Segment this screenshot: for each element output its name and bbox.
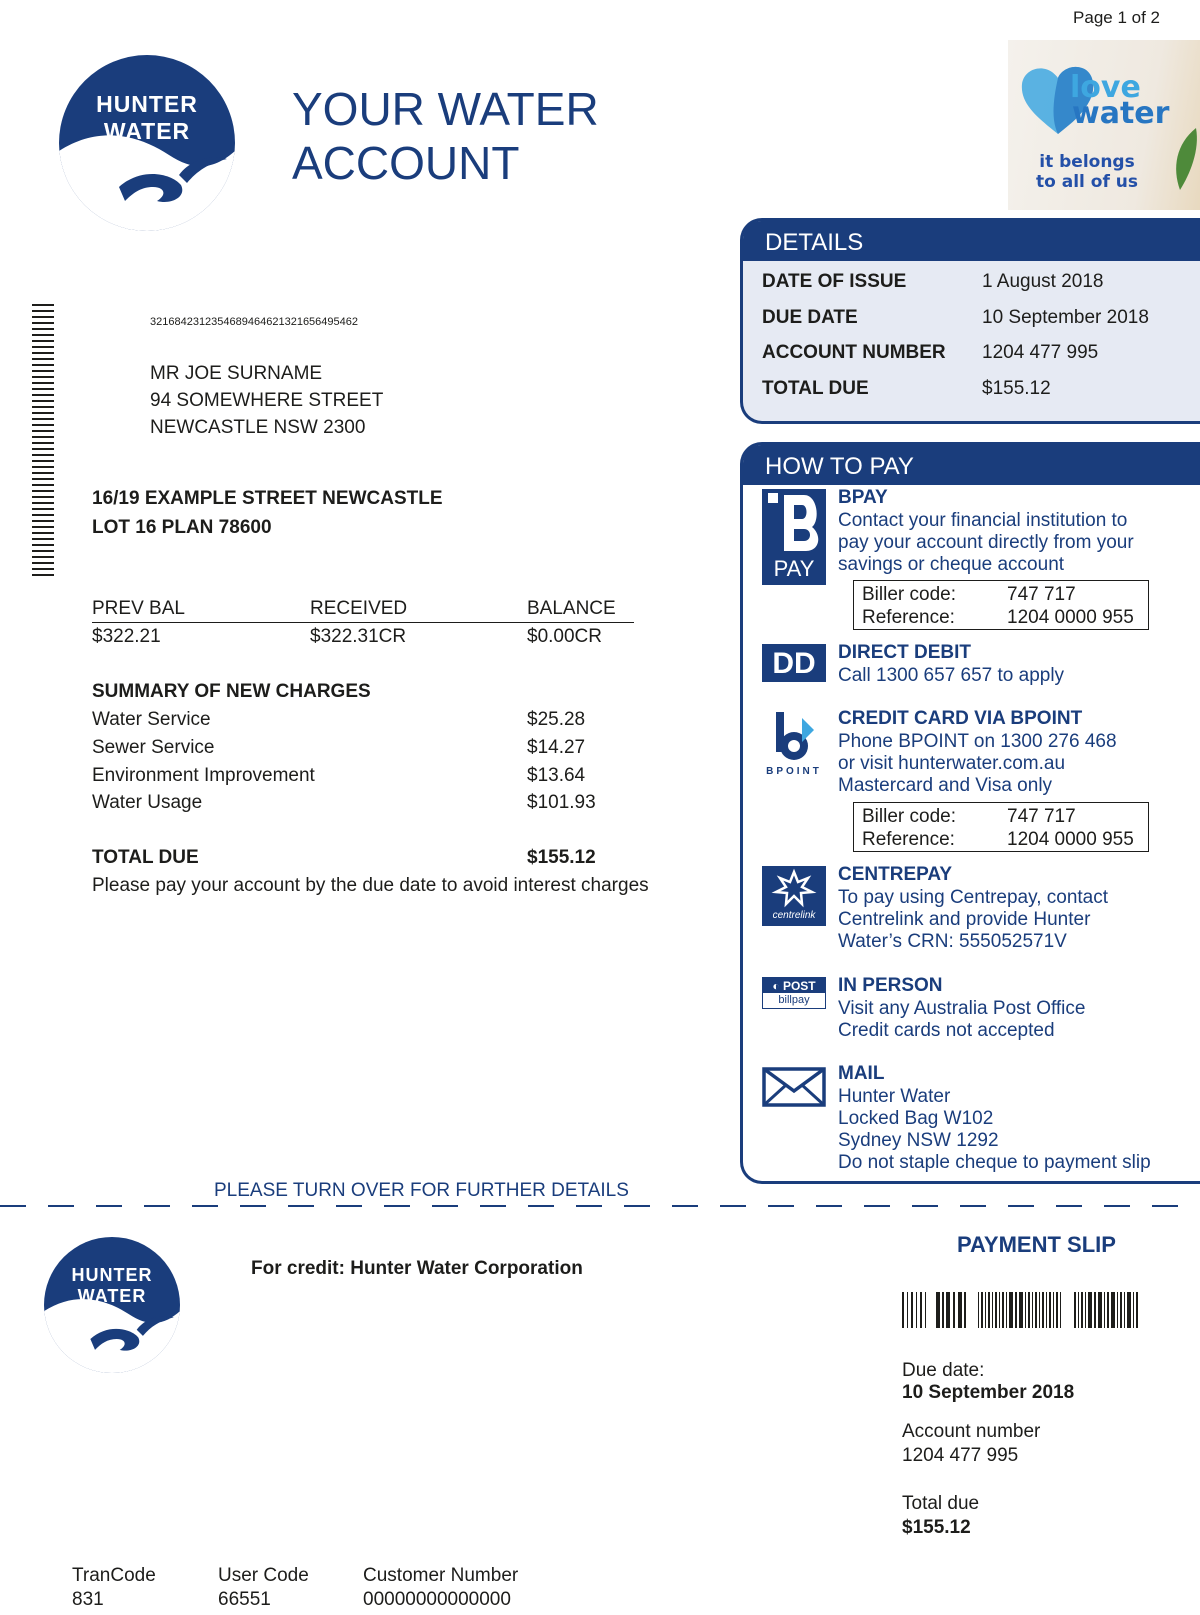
logo-text-line2: WATER (103, 118, 191, 144)
prev-bal-header: PREV BAL (92, 598, 185, 619)
charge-amount: $14.27 (527, 737, 586, 758)
payment-note: Please pay your account by the due date to avoid interest charges (92, 875, 649, 896)
slip-logo-text-line1: HUNTER (71, 1265, 153, 1285)
details-row-label: ACCOUNT NUMBER (762, 342, 946, 363)
bpay-icon (762, 489, 826, 585)
bpoint-icon-text: BPOINT (766, 766, 822, 777)
how-to-pay-title: HOW TO PAY (743, 445, 1200, 485)
reference-label: Reference: (862, 829, 955, 850)
total-due-amount: $155.12 (527, 847, 596, 868)
slip-total-value: $155.12 (902, 1517, 971, 1538)
trancode-value: 831 (72, 1589, 104, 1610)
direct-debit-icon (762, 644, 826, 682)
centrepay-title: CENTREPAY (838, 864, 953, 885)
post-icon-text: ◐ POST (763, 978, 825, 993)
slip-due-value: 10 September 2018 (902, 1382, 1075, 1403)
centrelink-icon-text: centrelink (772, 910, 816, 921)
in-person-text-line: Credit cards not accepted (838, 1020, 1055, 1041)
trancode-label: TranCode (72, 1565, 156, 1586)
direct-debit-title: DIRECT DEBIT (838, 642, 971, 663)
customer-street: 94 SOMEWHERE STREET (150, 390, 384, 411)
customer-number-label: Customer Number (363, 1565, 519, 1586)
details-row-label: DUE DATE (762, 307, 858, 328)
credit-card-title: CREDIT CARD VIA BPOINT (838, 708, 1083, 729)
details-row-value: 1 August 2018 (982, 271, 1104, 292)
charge-amount: $13.64 (527, 765, 586, 786)
bpay-text-line: savings or cheque account (838, 554, 1065, 575)
campaign-tagline-2: to all of us (1036, 172, 1138, 192)
mail-barcode-number: 3216842312354689464621321656495462 (150, 316, 359, 328)
centrelink-icon (762, 866, 826, 926)
in-person-text-line: Visit any Australia Post Office (838, 998, 1086, 1019)
user-code-value: 66551 (218, 1589, 271, 1610)
slip-logo-text-line2: WATER (77, 1286, 147, 1306)
details-row-label: TOTAL DUE (762, 378, 869, 399)
mail-title: MAIL (838, 1063, 885, 1084)
customer-name: MR JOE SURNAME (150, 363, 323, 384)
side-barcode (32, 304, 54, 576)
user-code-label: User Code (218, 1565, 309, 1586)
bpay-title: BPAY (838, 487, 888, 508)
charge-label: Water Usage (92, 792, 203, 813)
page-title (292, 82, 599, 190)
reference-label: Reference: (862, 607, 955, 628)
balance-header: BALANCE (527, 598, 616, 619)
campaign-word-love: love (1070, 70, 1141, 105)
billpay-icon-text: billpay (778, 994, 810, 1006)
credit-card-text-line: Mastercard and Visa only (838, 775, 1053, 796)
slip-due-label: Due date: (902, 1360, 985, 1381)
centrepay-text-line: To pay using Centrepay, contact (838, 887, 1109, 908)
received-header: RECEIVED (310, 598, 408, 619)
envelope-icon (762, 1067, 826, 1107)
property-address: 16/19 EXAMPLE STREET NEWCASTLE (92, 488, 443, 509)
slip-account-label: Account number (902, 1421, 1041, 1442)
charge-label: Environment Improvement (92, 765, 315, 786)
biller-code-value: 747 717 (1007, 584, 1076, 605)
biller-code-label: Biller code: (862, 806, 956, 827)
received-value: $322.31CR (310, 626, 407, 647)
summary-title: SUMMARY OF NEW CHARGES (92, 681, 371, 702)
details-row-value: 10 September 2018 (982, 307, 1149, 328)
reference-value: 1204 0000 955 (1007, 829, 1134, 850)
details-row-label: DATE OF ISSUE (762, 271, 907, 292)
biller-code-value: 747 717 (1007, 806, 1076, 827)
hunter-water-logo (59, 55, 235, 231)
centrepay-text-line: Water’s CRN: 555052571V (838, 931, 1067, 952)
mail-text-line: Hunter Water (838, 1086, 951, 1107)
bpay-icon-text: PAY (773, 556, 815, 581)
total-due-label: TOTAL DUE (92, 847, 199, 868)
bpoint-reference-box (853, 802, 1149, 852)
leaf-icon (1170, 124, 1200, 194)
star-icon (762, 866, 826, 908)
charge-label: Sewer Service (92, 737, 215, 758)
charge-amount: $101.93 (527, 792, 596, 813)
credit-card-text-line: Phone BPOINT on 1300 276 468 (838, 731, 1117, 752)
balance-value: $0.00CR (527, 626, 602, 647)
slip-logo (44, 1237, 180, 1373)
biller-code-label: Biller code: (862, 584, 956, 605)
bpay-reference-box (853, 580, 1149, 630)
property-lot: LOT 16 PLAN 78600 (92, 517, 272, 538)
post-billpay-icon (762, 977, 826, 1009)
slip-total-label: Total due (902, 1493, 980, 1514)
customer-number-value: 00000000000000 (363, 1589, 511, 1610)
page-number: Page 1 of 2 (1073, 8, 1160, 27)
campaign-tagline (1036, 152, 1138, 192)
payment-barcode (902, 1292, 1138, 1328)
mail-text-line: Do not staple cheque to payment slip (838, 1152, 1151, 1173)
customer-city: NEWCASTLE NSW 2300 (150, 417, 366, 438)
mail-text-line: Locked Bag W102 (838, 1108, 994, 1129)
direct-debit-icon-text: DD (772, 647, 816, 680)
direct-debit-text: Call 1300 657 657 to apply (838, 665, 1065, 686)
credit-card-text-line: or visit hunterwater.com.au (838, 753, 1066, 774)
love-water-banner (1008, 40, 1200, 210)
in-person-title: IN PERSON (838, 975, 943, 996)
charge-amount: $25.28 (527, 709, 586, 730)
bpay-text-line: pay your account directly from your (838, 532, 1134, 553)
bpoint-icon (772, 712, 818, 766)
turn-over-notice: PLEASE TURN OVER FOR FURTHER DETAILS (210, 1180, 633, 1202)
post-label: POST (782, 979, 816, 993)
for-credit-text: For credit: Hunter Water Corporation (251, 1258, 583, 1279)
campaign-tagline-1: it belongs (1039, 152, 1135, 172)
slip-account-value: 1204 477 995 (902, 1445, 1019, 1466)
prev-bal-value: $322.21 (92, 626, 161, 647)
details-title: DETAILS (743, 221, 1200, 261)
title-line2: ACCOUNT (292, 137, 520, 189)
title-line1: YOUR WATER (292, 83, 599, 135)
campaign-word-water: water (1072, 96, 1170, 131)
payment-slip-title: PAYMENT SLIP (957, 1232, 1116, 1257)
reference-value: 1204 0000 955 (1007, 607, 1134, 628)
logo-text-line1: HUNTER (96, 91, 198, 117)
details-row-value: $155.12 (982, 378, 1051, 399)
details-row-value: 1204 477 995 (982, 342, 1099, 363)
balance-divider (92, 622, 634, 623)
bpay-text-line: Contact your financial institution to (838, 510, 1128, 531)
mail-text-line: Sydney NSW 1292 (838, 1130, 999, 1151)
tear-off-line (0, 1205, 1200, 1207)
charge-label: Water Service (92, 709, 211, 730)
centrepay-text-line: Centrelink and provide Hunter (838, 909, 1091, 930)
